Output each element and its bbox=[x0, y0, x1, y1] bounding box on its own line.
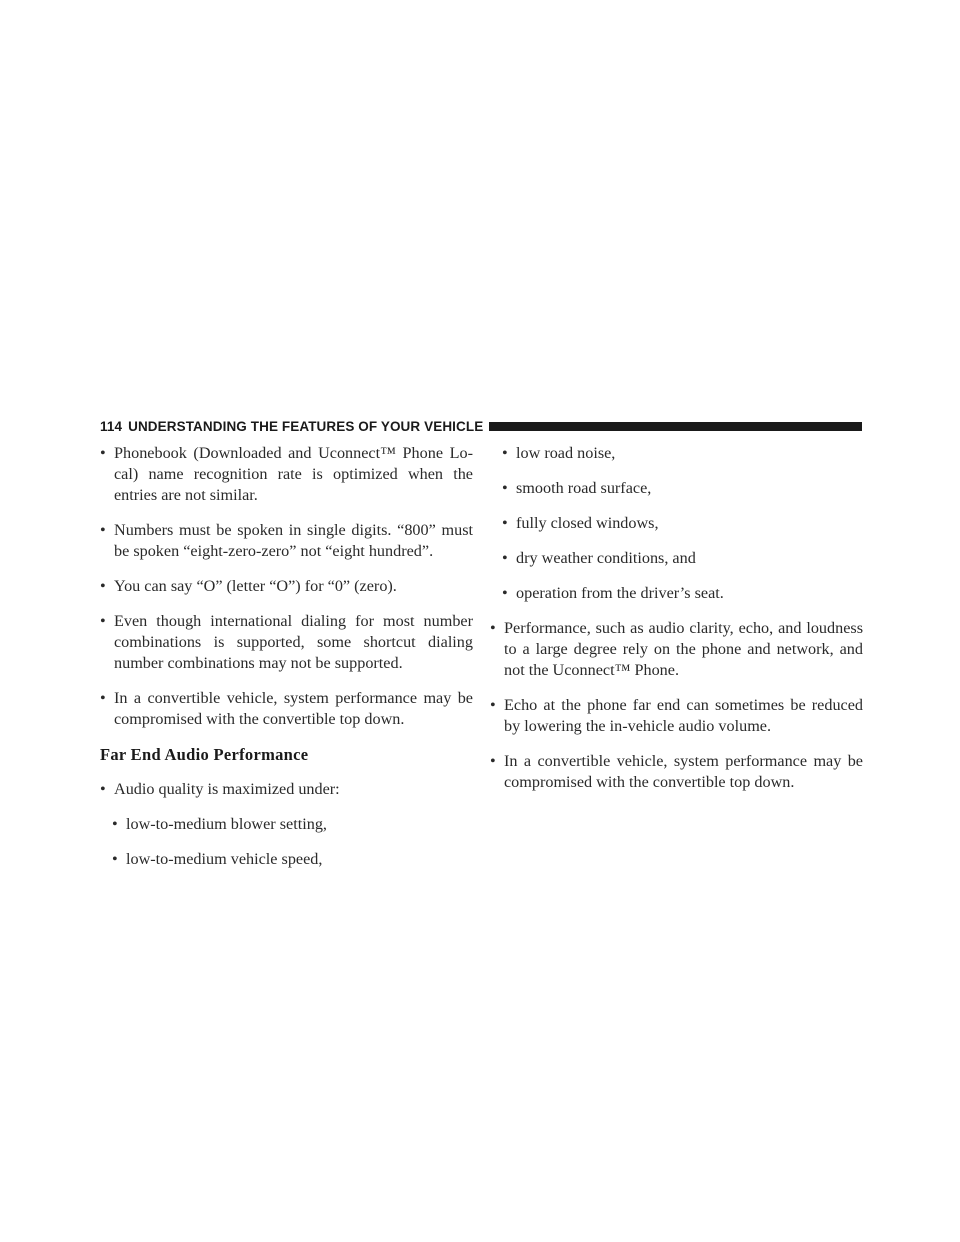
sub-bullet-item bbox=[112, 849, 473, 870]
bullet-item bbox=[490, 618, 863, 681]
bullet-dot: • bbox=[100, 689, 106, 707]
bullet-dot: • bbox=[490, 696, 496, 714]
bullet-line: not the Uconnect™ Phone. bbox=[504, 661, 680, 679]
bullet-line: You can say “O” (letter “O”) for “0” (zero). bbox=[114, 577, 397, 595]
sub-bullet-item bbox=[502, 583, 863, 604]
bullet-dot: • bbox=[112, 850, 118, 868]
header-rule bbox=[489, 422, 862, 431]
bullet-item bbox=[100, 576, 473, 597]
bullet-dot: • bbox=[100, 577, 106, 595]
bullet-line: Numbers must be spoken in single digits. “800” must bbox=[114, 521, 473, 539]
bullet-line: be spoken “eight-zero-zero” not “eight hundred”. bbox=[114, 542, 434, 560]
bullet-line: Audio quality is maximized under: bbox=[114, 780, 340, 798]
bullet-line: combinations is supported, some shortcut dialing bbox=[114, 633, 473, 651]
page-header-text bbox=[100, 419, 483, 434]
bullet-line: Phonebook (Downloaded and Uconnect™ Phone Lo- bbox=[114, 444, 473, 462]
sub-bullet-item bbox=[502, 548, 863, 569]
bullet-line: dry weather conditions, and bbox=[516, 549, 696, 567]
bullet-line: to a large degree rely on the phone and network, and bbox=[504, 640, 863, 658]
bullet-line: cal) name recognition rate is optimized when the bbox=[114, 465, 473, 483]
sub-bullet-item bbox=[502, 513, 863, 534]
bullet-item bbox=[100, 779, 473, 800]
bullet-item bbox=[100, 688, 473, 730]
page-number: 114 bbox=[100, 418, 123, 434]
bullet-line: Echo at the phone far end can sometimes be reduced bbox=[504, 696, 863, 714]
bullet-dot: • bbox=[502, 584, 508, 602]
page-header bbox=[100, 416, 862, 436]
sub-bullet-item bbox=[112, 814, 473, 835]
section-heading: Far End Audio Performance bbox=[100, 745, 309, 764]
bullet-line: by lowering the in-vehicle audio volume. bbox=[504, 717, 772, 735]
bullet-item bbox=[490, 751, 863, 793]
bullet-line: operation from the driver’s seat. bbox=[516, 584, 724, 602]
bullet-dot: • bbox=[502, 514, 508, 532]
bullet-line: fully closed windows, bbox=[516, 514, 659, 532]
bullet-line: In a convertible vehicle, system performance may be bbox=[114, 689, 473, 707]
bullet-line: smooth road surface, bbox=[516, 479, 652, 497]
bullet-dot: • bbox=[100, 612, 106, 630]
bullet-item bbox=[100, 443, 473, 506]
bullet-line: compromised with the convertible top down. bbox=[504, 773, 795, 791]
bullet-dot: • bbox=[502, 479, 508, 497]
sub-bullet-item bbox=[502, 443, 863, 464]
bullet-item bbox=[490, 695, 863, 737]
bullet-dot: • bbox=[100, 444, 106, 462]
bullet-dot: • bbox=[100, 780, 106, 798]
bullet-line: low road noise, bbox=[516, 444, 616, 462]
bullet-line: Even though international dialing for most number bbox=[114, 612, 473, 630]
bullet-line: compromised with the convertible top down. bbox=[114, 710, 405, 728]
bullet-dot: • bbox=[100, 521, 106, 539]
bullet-dot: • bbox=[490, 619, 496, 637]
sub-bullet-item bbox=[502, 478, 863, 499]
bullet-dot: • bbox=[502, 444, 508, 462]
right-column bbox=[490, 443, 863, 807]
bullet-line: entries are not similar. bbox=[114, 486, 258, 504]
bullet-line: low-to-medium blower setting, bbox=[126, 815, 327, 833]
bullet-line: In a convertible vehicle, system performance may be bbox=[504, 752, 863, 770]
bullet-dot: • bbox=[490, 752, 496, 770]
section-title: UNDERSTANDING THE FEATURES OF YOUR VEHICLE bbox=[128, 418, 484, 434]
bullet-dot: • bbox=[112, 815, 118, 833]
bullet-line: Performance, such as audio clarity, echo, and loudness bbox=[504, 619, 863, 637]
bullet-item bbox=[100, 520, 473, 562]
bullet-line: low-to-medium vehicle speed, bbox=[126, 850, 323, 868]
bullet-item bbox=[100, 611, 473, 674]
left-column bbox=[100, 443, 473, 884]
bullet-line: number combinations may not be supported. bbox=[114, 654, 403, 672]
bullet-dot: • bbox=[502, 549, 508, 567]
